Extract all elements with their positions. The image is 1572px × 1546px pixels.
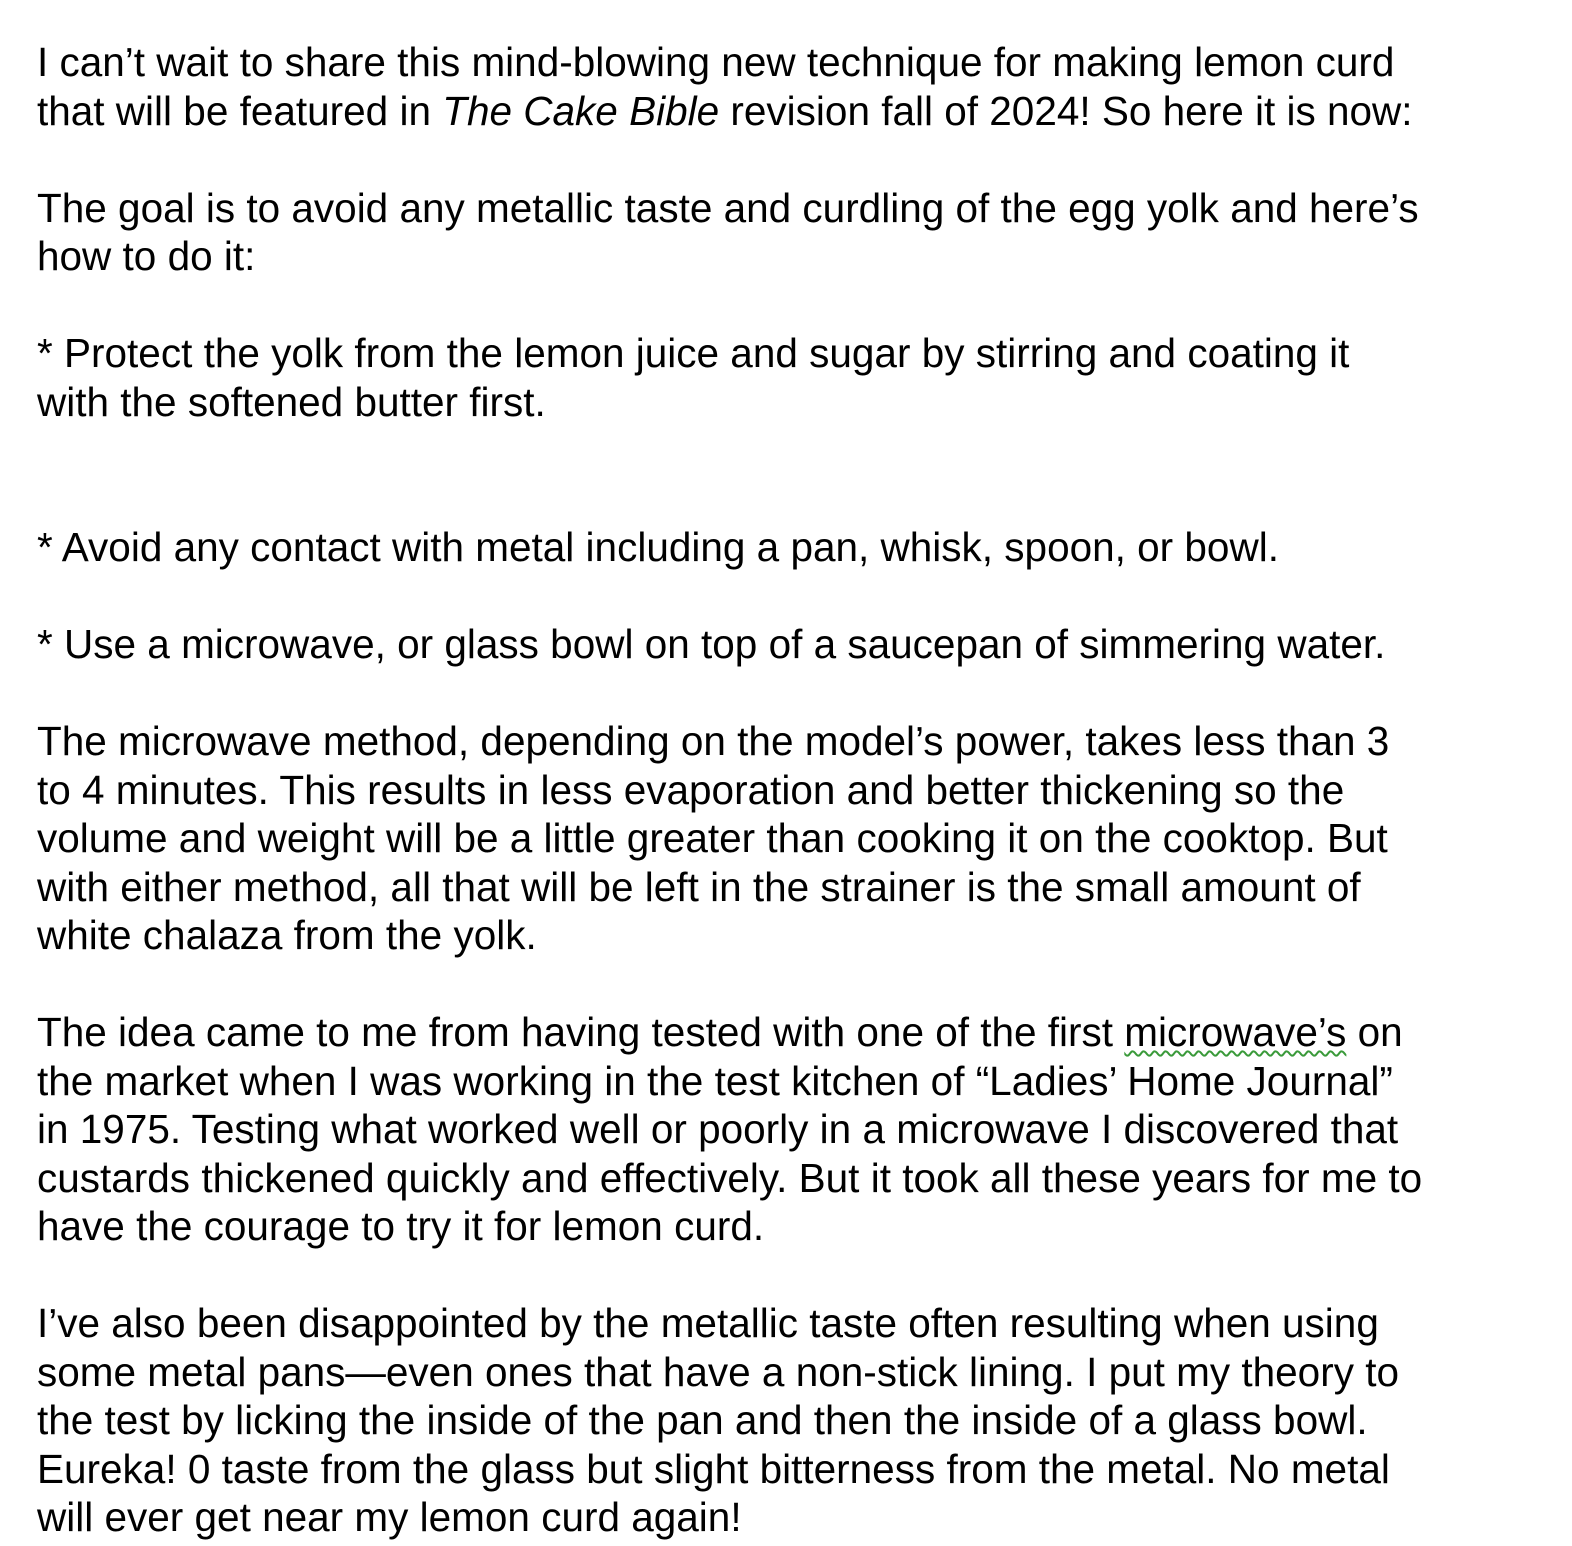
text-line: * Avoid any contact with metal including a pan, whisk, spoon, or bowl. <box>37 524 1279 570</box>
bullet-avoid-metal <box>37 523 1557 572</box>
microwave-method-paragraph <box>37 717 1557 960</box>
paragraph-gap <box>37 960 1557 1009</box>
text-run: that will be featured in <box>37 87 443 134</box>
text-line: to 4 minutes. This results in less evaporation and better thickening so the <box>37 766 1345 813</box>
text-run: The idea came to me from having tested with one of the first <box>37 1009 1125 1055</box>
bullet-protect-yolk <box>37 329 1557 426</box>
text-line: * Use a microwave, or glass bowl on top of a saucepan of simmering water. <box>37 621 1386 667</box>
text-line: some metal pans—even ones that have a non-stick lining. I put my theory to <box>37 1348 1399 1395</box>
text-line: volume and weight will be a little greater than cooking it on the cooktop. But <box>37 815 1388 861</box>
text-line: will ever get near my lemon curd again! <box>37 1494 742 1540</box>
idea-paragraph <box>37 1008 1557 1251</box>
book-title: The Cake Bible <box>442 87 720 134</box>
text-run: revision fall of 2024! So here it is now: <box>719 87 1413 134</box>
text-line: with the softened butter first. <box>37 378 546 425</box>
text-line <box>37 1008 1557 1057</box>
text-line: custards thickened quickly and effectively. But it took all these years for me to <box>37 1154 1423 1201</box>
text-line: with either method, all that will be left in the strainer is the small amount of <box>37 863 1361 910</box>
intro-paragraph <box>37 38 1557 135</box>
text-line: have the courage to try it for lemon curd. <box>37 1203 765 1249</box>
paragraph-gap <box>37 572 1557 621</box>
disappointed-paragraph <box>37 1299 1557 1542</box>
spellcheck-flagged-word[interactable]: microwave’s <box>1124 1009 1347 1055</box>
text-line: Eureka! 0 taste from the glass but slight bitterness from the metal. No metal <box>37 1445 1390 1492</box>
text-line: The microwave method, depending on the model’s power, takes less than 3 <box>37 718 1390 764</box>
text-line: the market when I was working in the test kitchen of “Ladies’ Home Journal” <box>37 1057 1393 1104</box>
text-line <box>37 87 1557 136</box>
text-line: * Protect the yolk from the lemon juice and sugar by stirring and coating it <box>37 330 1350 376</box>
document-body <box>37 38 1557 1542</box>
text-line: I’ve also been disappointed by the metallic taste often resulting when using <box>37 1300 1379 1346</box>
text-line: how to do it: <box>37 233 256 279</box>
text-line: in 1975. Testing what worked well or poorly in a microwave I discovered that <box>37 1106 1399 1152</box>
paragraph-gap <box>37 669 1557 718</box>
text-run: on <box>1346 1009 1403 1055</box>
text-line: The goal is to avoid any metallic taste and curdling of the egg yolk and here’s <box>37 184 1419 231</box>
goal-paragraph <box>37 184 1557 281</box>
paragraph-gap <box>37 281 1557 330</box>
text-line: I can’t wait to share this mind-blowing new technique for making lemon curd <box>37 39 1395 85</box>
paragraph-gap <box>37 135 1557 184</box>
paragraph-gap <box>37 1251 1557 1300</box>
text-line: the test by licking the inside of the pan and then the inside of a glass bowl. <box>37 1397 1368 1443</box>
paragraph-gap <box>37 426 1557 523</box>
text-line: white chalaza from the yolk. <box>37 912 537 958</box>
bullet-use-microwave <box>37 620 1557 669</box>
